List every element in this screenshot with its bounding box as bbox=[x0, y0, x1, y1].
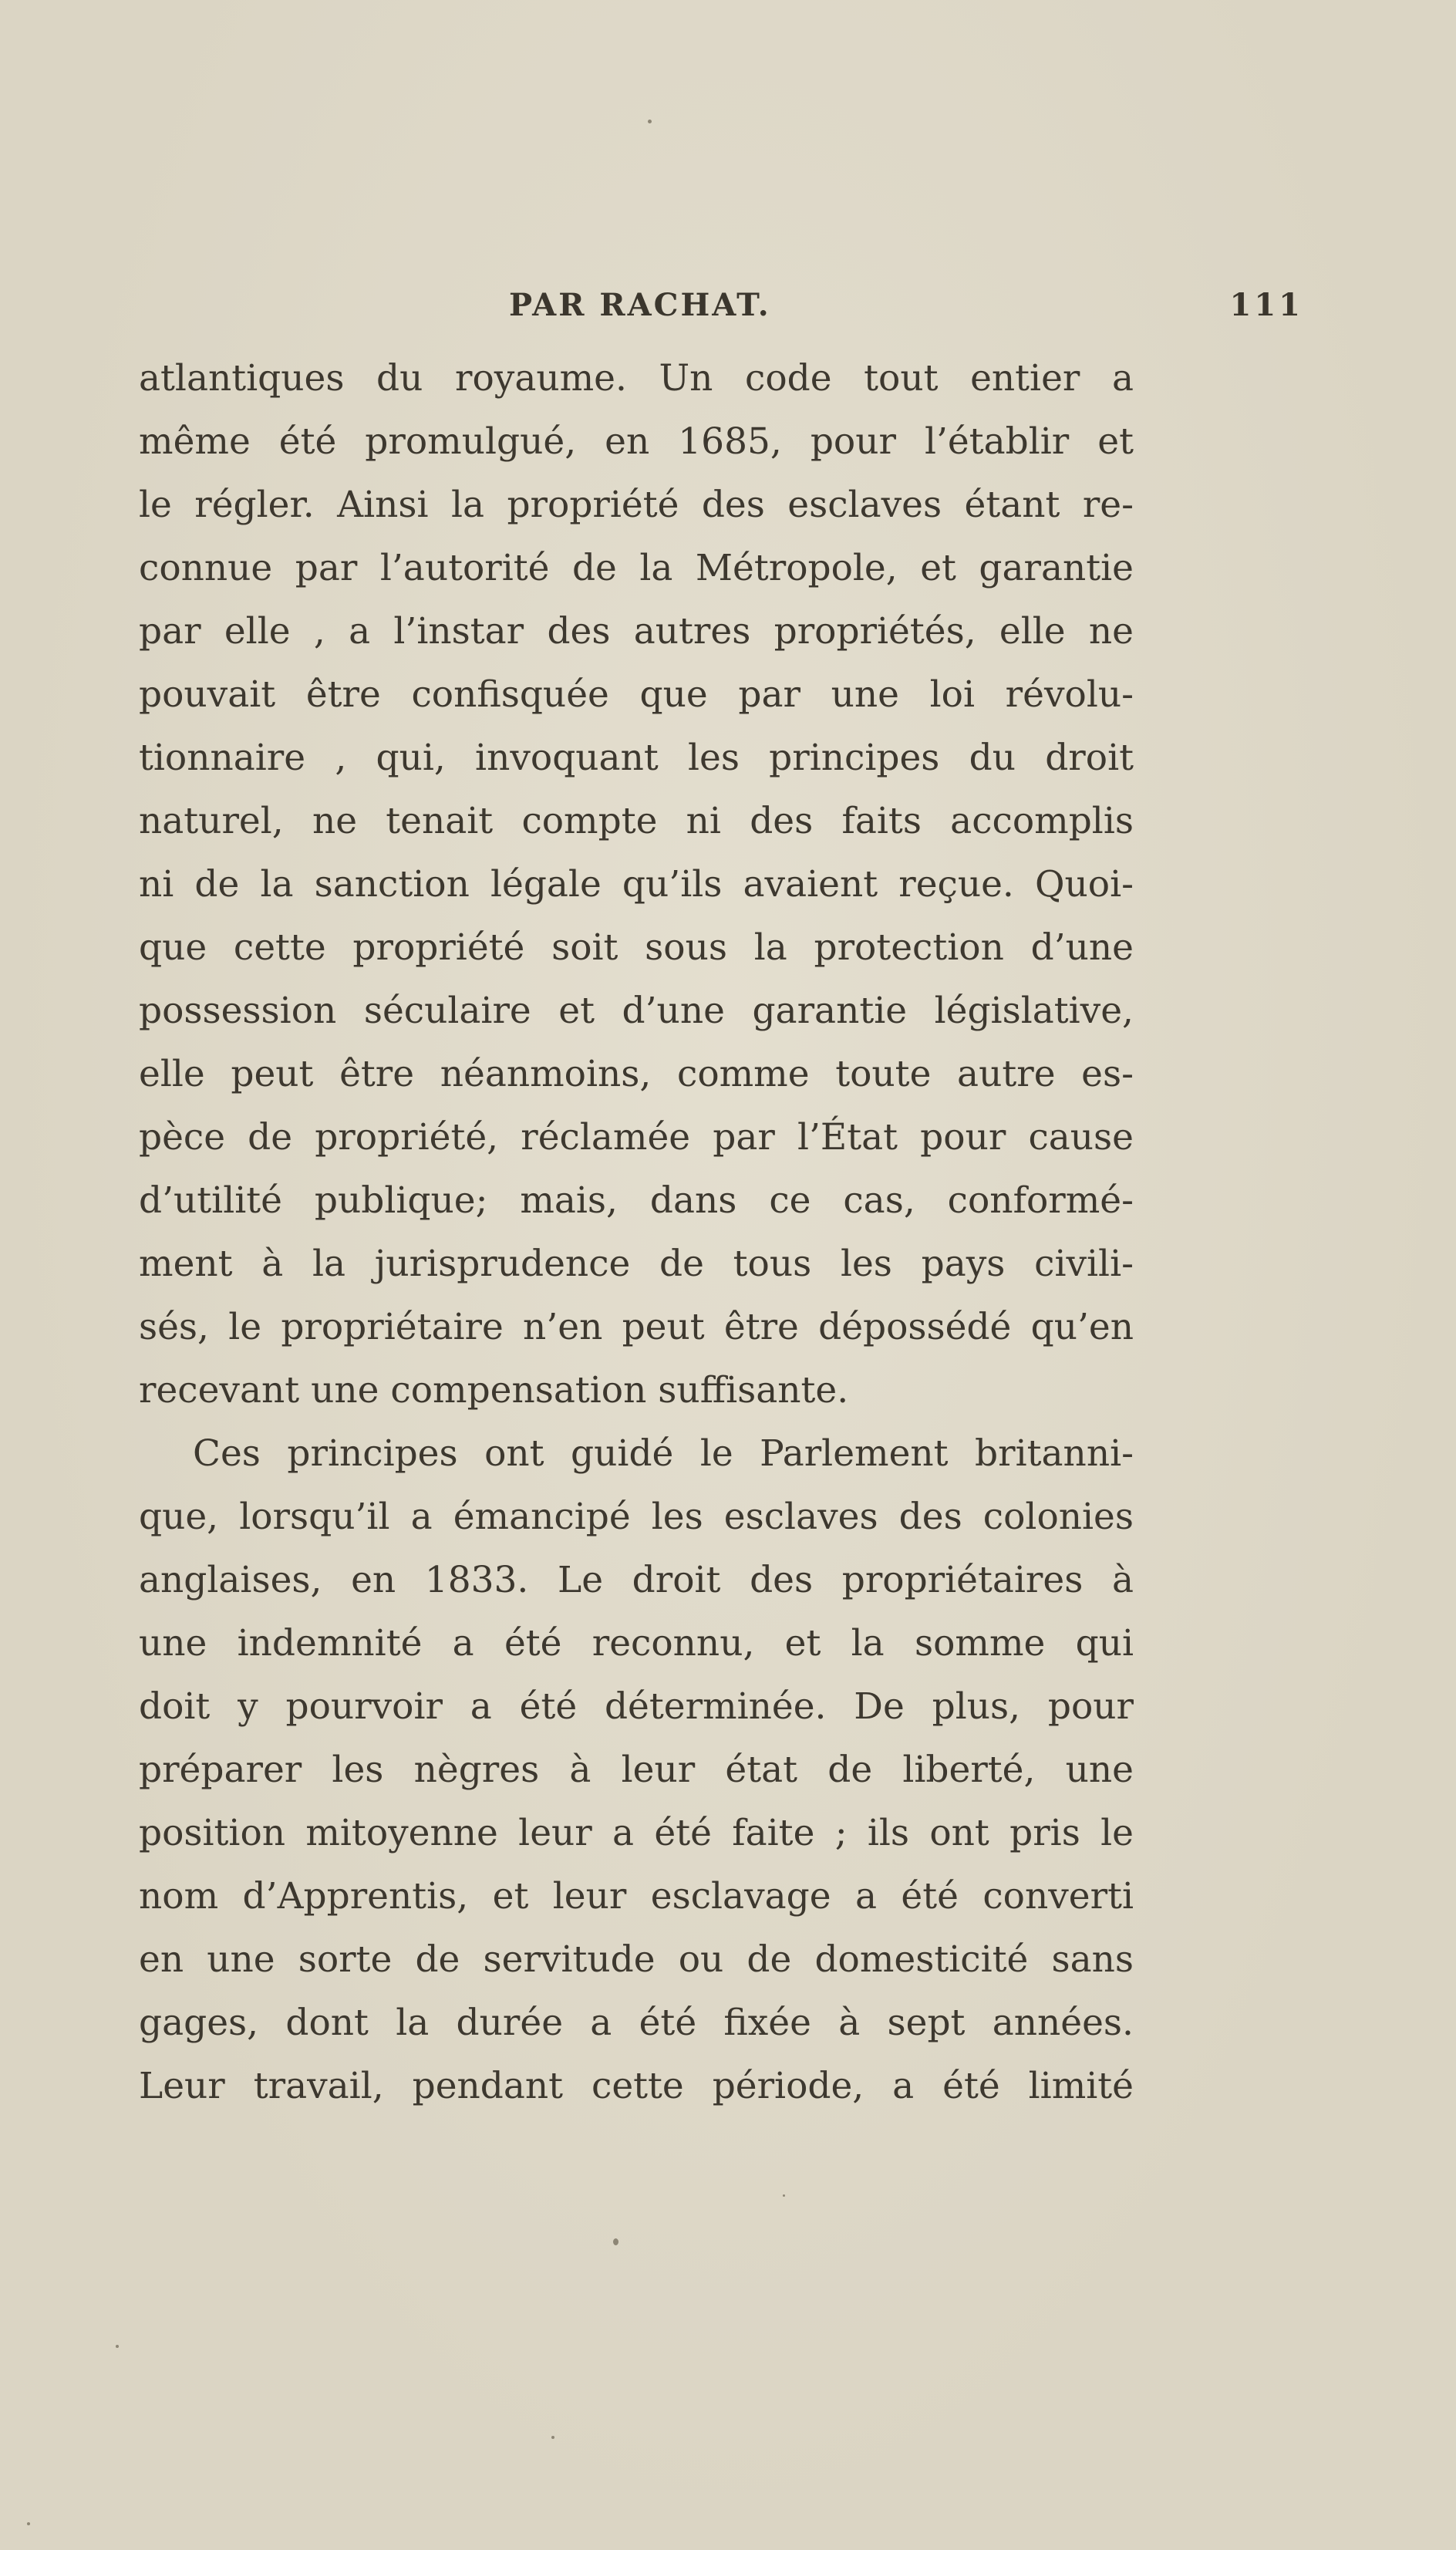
text-line: Ces principes ont guidé le Parlement britanni- bbox=[193, 1432, 1134, 1475]
text-line: que cette propriété soit sous la protection d’une bbox=[139, 926, 1134, 969]
text-line: gages, dont la durée a été fixée à sept années. bbox=[139, 2002, 1134, 2044]
text-line: sés, le propriétaire n’en peut être dépossédé qu’en bbox=[139, 1306, 1134, 1348]
text-line: tionnaire , qui, invoquant les principes du droit bbox=[139, 737, 1134, 779]
paper-speck bbox=[648, 120, 652, 123]
text-line: ni de la sanction légale qu’ils avaient reçue. Quoi- bbox=[139, 863, 1134, 906]
body-text bbox=[139, 347, 1134, 2118]
paper-speck bbox=[116, 2345, 119, 2348]
paper-speck bbox=[613, 2238, 618, 2245]
text-line: pèce de propriété, réclamée par l’État pour cause bbox=[139, 1116, 1134, 1159]
text-line: position mitoyenne leur a été faite ; ils ont pris le bbox=[139, 1812, 1134, 1854]
text-line: pouvait être confisquée que par une loi révolu- bbox=[139, 673, 1134, 716]
text-line: recevant une compensation suffisante. bbox=[139, 1369, 849, 1412]
page-number: 111 bbox=[1229, 287, 1303, 323]
text-line: anglaises, en 1833. Le droit des propriétaires à bbox=[139, 1559, 1134, 1601]
text-line: naturel, ne tenait compte ni des faits accomplis bbox=[139, 800, 1134, 842]
paper-speck bbox=[783, 2194, 785, 2197]
text-line: ment à la jurisprudence de tous les pays civili- bbox=[139, 1243, 1134, 1285]
text-line: une indemnité a été reconnu, et la somme qui bbox=[139, 1622, 1134, 1665]
text-line: d’utilité publique; mais, dans ce cas, conformé- bbox=[139, 1179, 1134, 1222]
running-head bbox=[139, 287, 1311, 333]
text-line: Leur travail, pendant cette période, a été limité bbox=[139, 2065, 1134, 2107]
text-line: en une sorte de servitude ou de domesticité sans bbox=[139, 1938, 1134, 1981]
text-line: atlantiques du royaume. Un code tout entier a bbox=[139, 357, 1134, 400]
text-line: préparer les nègres à leur état de liberté, une bbox=[139, 1749, 1134, 1791]
text-line: possession séculaire et d’une garantie législative, bbox=[139, 990, 1134, 1032]
text-line: même été promulgué, en 1685, pour l’établir et bbox=[139, 420, 1134, 463]
text-line: que, lorsqu’il a émancipé les esclaves des colonies bbox=[139, 1496, 1134, 1538]
paper-speck bbox=[551, 2436, 554, 2439]
running-title: PAR RACHAT. bbox=[509, 287, 771, 323]
text-line: le régler. Ainsi la propriété des esclaves étant re- bbox=[139, 484, 1134, 526]
text-line: nom d’Apprentis, et leur esclavage a été converti bbox=[139, 1875, 1134, 1918]
paper-speck bbox=[27, 2522, 30, 2525]
text-line: connue par l’autorité de la Métropole, et garantie bbox=[139, 547, 1134, 589]
text-line: elle peut être néanmoins, comme toute autre es- bbox=[139, 1053, 1134, 1095]
text-line: doit y pourvoir a été déterminée. De plus, pour bbox=[139, 1685, 1134, 1728]
text-line: par elle , a l’instar des autres propriétés, elle ne bbox=[139, 610, 1134, 653]
